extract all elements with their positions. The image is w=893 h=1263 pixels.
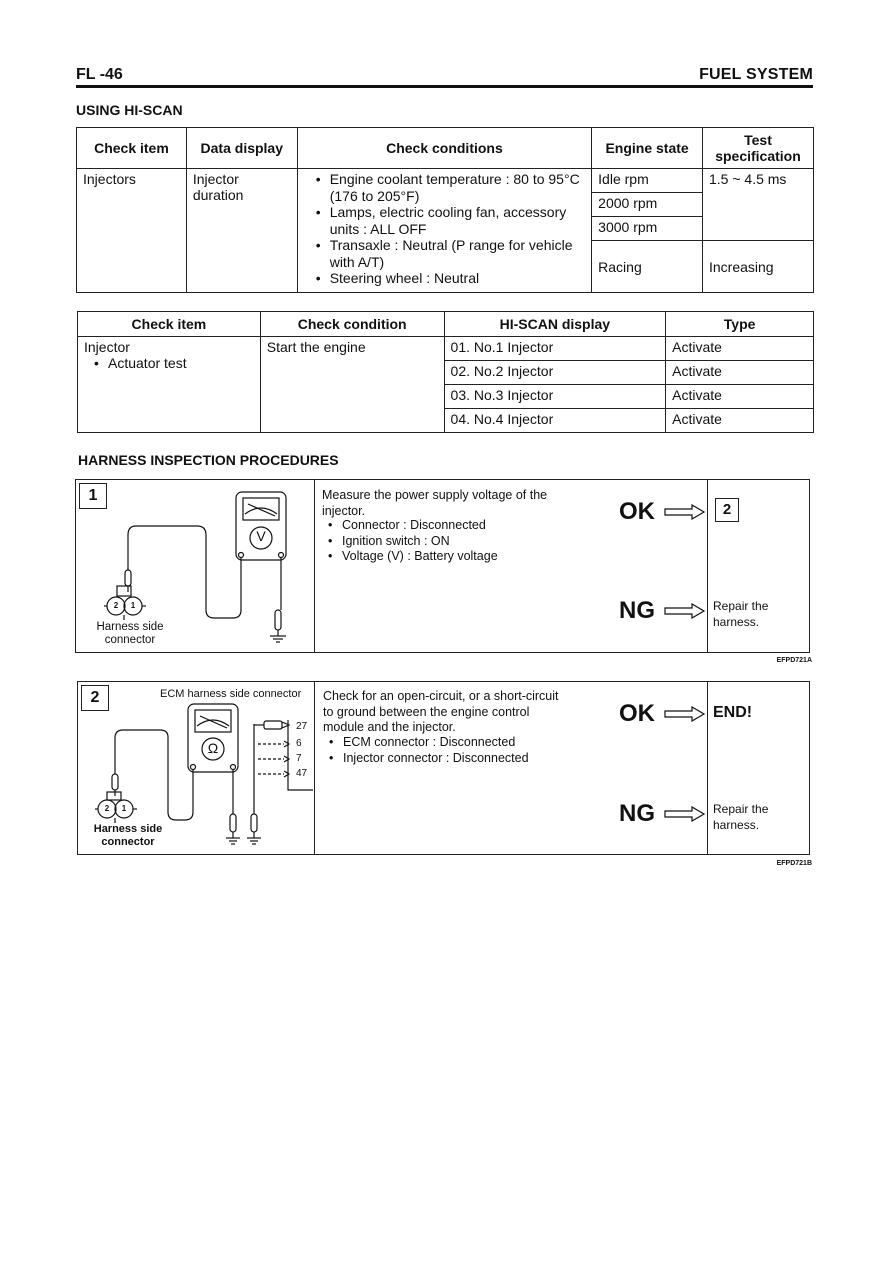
step1-bullet: • Connector : Disconnected bbox=[340, 518, 570, 534]
step1-figure-cell bbox=[76, 480, 315, 652]
type-cell: Activate bbox=[666, 361, 814, 385]
ng-result: Repair the harness. bbox=[713, 802, 769, 832]
connector-pin: 1 bbox=[130, 601, 136, 610]
hiscan-table-2 bbox=[77, 311, 814, 433]
step1-bullet: • Ignition switch : ON bbox=[340, 534, 570, 550]
type-cell: Activate bbox=[666, 409, 814, 433]
connector-pin: 1 bbox=[121, 804, 127, 813]
connector-label: Harness side connector bbox=[93, 823, 163, 848]
type-cell: Activate bbox=[666, 337, 814, 361]
data-display-cell: Injector duration bbox=[186, 169, 297, 293]
lead-wire bbox=[128, 526, 241, 618]
step1-instruction: Measure the power supply voltage of the injector. bbox=[322, 488, 548, 518]
col-header: Test specification bbox=[703, 128, 814, 169]
step-number: 2 bbox=[81, 685, 109, 711]
col-header: HI-SCAN display bbox=[444, 312, 666, 337]
condition-item: • Steering wheel : Neutral bbox=[328, 270, 585, 287]
step2-bullet: • ECM connector : Disconnected bbox=[341, 735, 581, 751]
connector-pin: 2 bbox=[104, 804, 110, 813]
ecm-connector-label: ECM harness side connector bbox=[160, 688, 302, 700]
col-header: Engine state bbox=[592, 128, 703, 169]
col-header: Check conditions bbox=[297, 128, 591, 169]
step2-instruction: Check for an open-circuit, or a short-circuit to ground between the engine control module and the injector. bbox=[323, 689, 559, 734]
ok-label: OK bbox=[619, 498, 655, 525]
step2-bullets bbox=[327, 735, 581, 766]
col-header: Check condition bbox=[260, 312, 444, 337]
ecm-pin: 27 bbox=[296, 721, 308, 732]
next-step-box[interactable]: 2 bbox=[715, 498, 739, 522]
step1-result-cell bbox=[707, 480, 809, 652]
check-condition-cell: Start the engine bbox=[260, 337, 444, 433]
col-header: Check item bbox=[77, 128, 187, 169]
step1-bullets bbox=[326, 518, 570, 565]
connector-pin: 2 bbox=[113, 601, 119, 610]
type-cell: Activate bbox=[666, 385, 814, 409]
ohmmeter-symbol: Ω bbox=[207, 740, 219, 756]
voltmeter-symbol: V bbox=[256, 528, 266, 544]
connector-label: Harness side connector bbox=[96, 621, 164, 646]
hiscan-display-cell: 01. No.1 Injector bbox=[444, 337, 666, 361]
hiscan-display-cell: 03. No.3 Injector bbox=[444, 385, 666, 409]
condition-item: • Transaxle : Neutral (P range for vehicle with A/T) bbox=[328, 237, 585, 270]
check-item-main: Injector bbox=[84, 339, 130, 355]
ecm-pin: 47 bbox=[296, 768, 308, 779]
page-number: FL -46 bbox=[76, 66, 123, 83]
spec-cell: 1.5 ~ 4.5 ms bbox=[703, 169, 814, 241]
procedure-step-1 bbox=[75, 479, 810, 653]
hiscan-title: USING HI-SCAN bbox=[76, 102, 183, 118]
ng-result: Repair the harness. bbox=[713, 599, 769, 629]
ecm-pin: 7 bbox=[296, 753, 302, 764]
ok-label: OK bbox=[619, 700, 655, 727]
step-number: 1 bbox=[79, 483, 107, 509]
end-label: END! bbox=[713, 704, 753, 721]
spec-cell: Increasing bbox=[703, 241, 814, 293]
check-item-cell: Injectors bbox=[77, 169, 187, 293]
header-rule bbox=[76, 85, 813, 88]
ng-label: NG bbox=[619, 800, 655, 827]
step2-bullet: • Injector connector : Disconnected bbox=[341, 751, 581, 767]
engine-state-cell: Racing bbox=[592, 241, 703, 293]
check-item-sub: • Actuator test bbox=[106, 355, 254, 371]
condition-item: • Engine coolant temperature : 80 to 95°C (176 to 205°F) bbox=[328, 171, 585, 204]
ng-arrow-icon bbox=[664, 603, 706, 619]
ok-arrow-icon bbox=[664, 504, 706, 520]
step1-bullet: • Voltage (V) : Battery voltage bbox=[340, 549, 570, 565]
check-item-cell bbox=[78, 337, 261, 433]
hiscan-display-cell: 04. No.4 Injector bbox=[444, 409, 666, 433]
col-header: Check item bbox=[78, 312, 261, 337]
step1-text-cell bbox=[314, 480, 708, 652]
engine-state-cell: 3000 rpm bbox=[592, 217, 703, 241]
hiscan-display-cell: 02. No.2 Injector bbox=[444, 361, 666, 385]
figure-code: EFPD721B bbox=[776, 860, 812, 867]
ng-label: NG bbox=[619, 597, 655, 624]
engine-state-cell: 2000 rpm bbox=[592, 193, 703, 217]
col-header: Type bbox=[666, 312, 814, 337]
procedure-step-2 bbox=[77, 681, 810, 855]
harness-title: HARNESS INSPECTION PROCEDURES bbox=[78, 452, 339, 468]
condition-item: • Lamps, electric cooling fan, accessory units : ALL OFF bbox=[328, 204, 585, 237]
conditions-cell bbox=[297, 169, 591, 293]
col-header: Data display bbox=[186, 128, 297, 169]
step2-result-cell bbox=[707, 682, 809, 854]
section-title: FUEL SYSTEM bbox=[699, 66, 813, 83]
step2-figure-cell bbox=[78, 682, 315, 854]
ok-arrow-icon bbox=[664, 706, 706, 722]
engine-state-cell: Idle rpm bbox=[592, 169, 703, 193]
hiscan-table-1 bbox=[76, 127, 814, 293]
figure-code: EFPD721A bbox=[776, 657, 812, 664]
ng-arrow-icon bbox=[664, 806, 706, 822]
ecm-pin: 6 bbox=[296, 738, 302, 749]
step2-text-cell bbox=[314, 682, 708, 854]
